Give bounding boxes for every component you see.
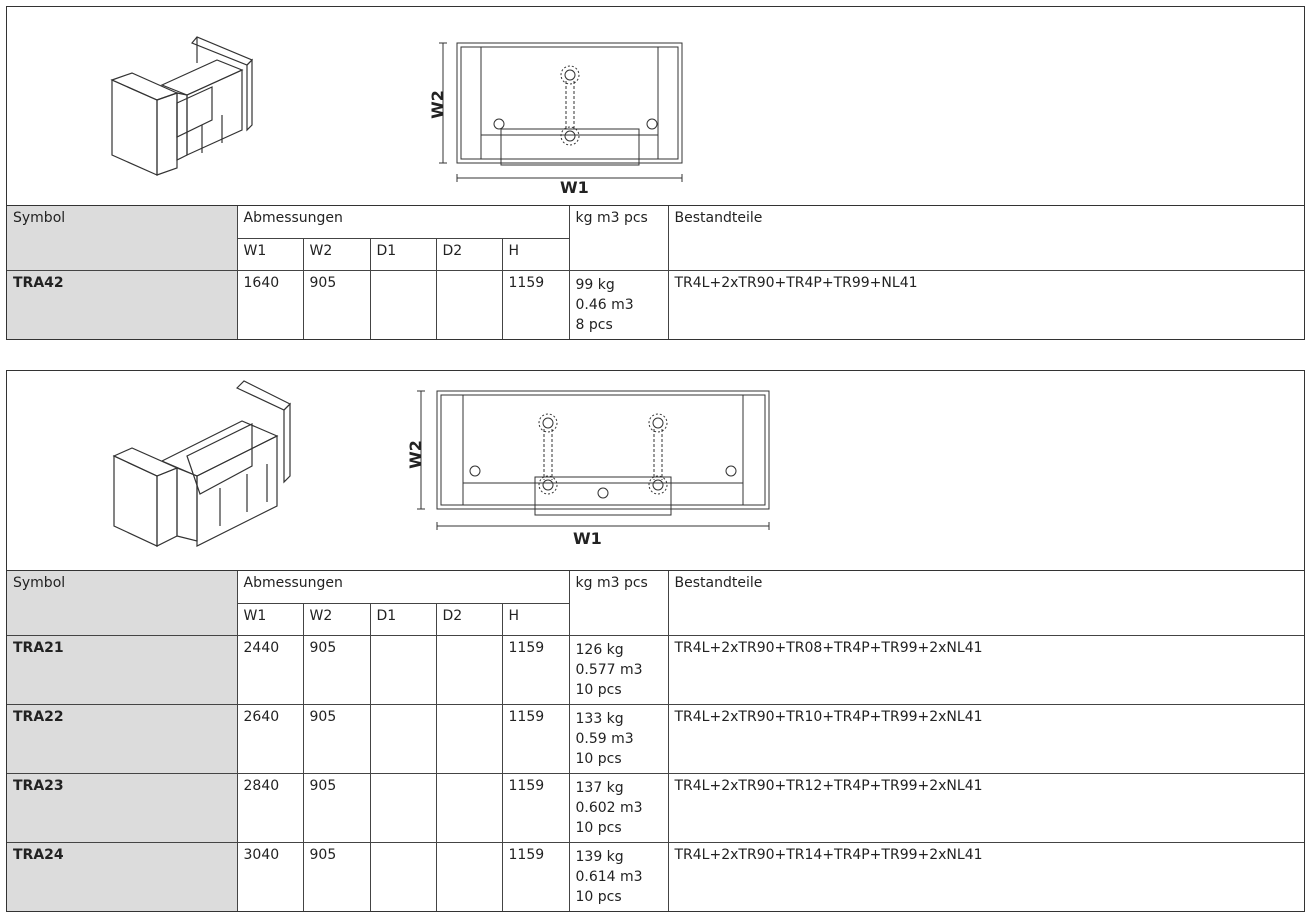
d1-cell	[370, 270, 436, 339]
h-cell: 1159	[502, 842, 569, 911]
w1-header: W1	[237, 603, 303, 635]
w1-cell: 3040	[237, 842, 303, 911]
kg-m3-pcs-header: kg m3 pcs	[569, 206, 668, 270]
parts-cell: TR4L+2xTR90+TR4P+TR99+NL41	[668, 270, 1304, 339]
symbol-cell: TRA24	[7, 842, 237, 911]
w1-cell: 2640	[237, 704, 303, 773]
d1-cell	[370, 635, 436, 704]
w2-cell: 905	[303, 635, 370, 704]
pieces-value: 8 pcs	[575, 316, 613, 333]
kg-m3-pcs-header: kg m3 pcs	[569, 571, 668, 635]
kg-m3-pcs-cell	[569, 704, 668, 773]
product-block-2	[6, 370, 1305, 912]
d2-cell	[436, 704, 502, 773]
d2-cell	[436, 270, 502, 339]
pieces-value: 10 pcs	[575, 819, 622, 836]
kg-m3-pcs-cell	[569, 635, 668, 704]
isometric-drawing-1	[102, 25, 262, 185]
parts-cell: TR4L+2xTR90+TR12+TR4P+TR99+2xNL41	[668, 773, 1304, 842]
w2-dimension-label: W2	[427, 90, 447, 119]
w2-dimension-label: W2	[405, 440, 425, 469]
d2-header: D2	[436, 603, 502, 635]
h-header: H	[502, 603, 569, 635]
h-header: H	[502, 238, 569, 270]
w1-cell: 2840	[237, 773, 303, 842]
volume-value: 0.46 m3	[575, 296, 634, 313]
kg-m3-pcs-cell	[569, 773, 668, 842]
w1-header: W1	[237, 238, 303, 270]
d1-cell	[370, 773, 436, 842]
d1-cell	[370, 842, 436, 911]
weight-value: 139 kg	[575, 848, 624, 865]
figure-area-1	[7, 7, 1304, 206]
product-block-1	[6, 6, 1305, 340]
parts-header: Bestandteile	[668, 571, 1304, 635]
d2-header: D2	[436, 238, 502, 270]
kg-m3-pcs-cell	[569, 270, 668, 339]
table-row	[7, 270, 1304, 339]
symbol-cell: TRA42	[7, 270, 237, 339]
symbol-cell: TRA22	[7, 704, 237, 773]
w2-cell: 905	[303, 704, 370, 773]
isometric-drawing-2	[102, 376, 302, 556]
d1-header: D1	[370, 603, 436, 635]
dimensions-header: Abmessungen	[237, 571, 569, 603]
symbol-header: Symbol	[7, 206, 237, 270]
w2-cell: 905	[303, 773, 370, 842]
w2-header: W2	[303, 603, 370, 635]
w2-header: W2	[303, 238, 370, 270]
spec-table-2	[7, 571, 1304, 911]
weight-value: 133 kg	[575, 710, 624, 727]
weight-value: 137 kg	[575, 779, 624, 796]
d1-header: D1	[370, 238, 436, 270]
figure-area-2	[7, 371, 1304, 571]
symbol-cell: TRA21	[7, 635, 237, 704]
w1-dimension-label: W1	[573, 529, 602, 548]
volume-value: 0.602 m3	[575, 799, 643, 816]
w2-cell: 905	[303, 270, 370, 339]
d2-cell	[436, 842, 502, 911]
symbol-cell: TRA23	[7, 773, 237, 842]
pieces-value: 10 pcs	[575, 888, 622, 905]
w1-cell: 2440	[237, 635, 303, 704]
table-row	[7, 635, 1304, 704]
weight-value: 99 kg	[575, 276, 615, 293]
h-cell: 1159	[502, 270, 569, 339]
w1-cell: 1640	[237, 270, 303, 339]
table-row	[7, 842, 1304, 911]
parts-cell: TR4L+2xTR90+TR14+TR4P+TR99+2xNL41	[668, 842, 1304, 911]
spec-table-1	[7, 206, 1304, 339]
pieces-value: 10 pcs	[575, 681, 622, 698]
symbol-header: Symbol	[7, 571, 237, 635]
table-row	[7, 773, 1304, 842]
dimensions-header: Abmessungen	[237, 206, 569, 238]
pieces-value: 10 pcs	[575, 750, 622, 767]
d2-cell	[436, 773, 502, 842]
w2-cell: 905	[303, 842, 370, 911]
volume-value: 0.59 m3	[575, 730, 634, 747]
d2-cell	[436, 635, 502, 704]
h-cell: 1159	[502, 773, 569, 842]
parts-cell: TR4L+2xTR90+TR10+TR4P+TR99+2xNL41	[668, 704, 1304, 773]
w1-dimension-label: W1	[560, 178, 589, 197]
table-row	[7, 704, 1304, 773]
volume-value: 0.577 m3	[575, 661, 643, 678]
volume-value: 0.614 m3	[575, 868, 643, 885]
h-cell: 1159	[502, 635, 569, 704]
weight-value: 126 kg	[575, 641, 624, 658]
parts-cell: TR4L+2xTR90+TR08+TR4P+TR99+2xNL41	[668, 635, 1304, 704]
kg-m3-pcs-cell	[569, 842, 668, 911]
parts-header: Bestandteile	[668, 206, 1304, 270]
h-cell: 1159	[502, 704, 569, 773]
d1-cell	[370, 704, 436, 773]
